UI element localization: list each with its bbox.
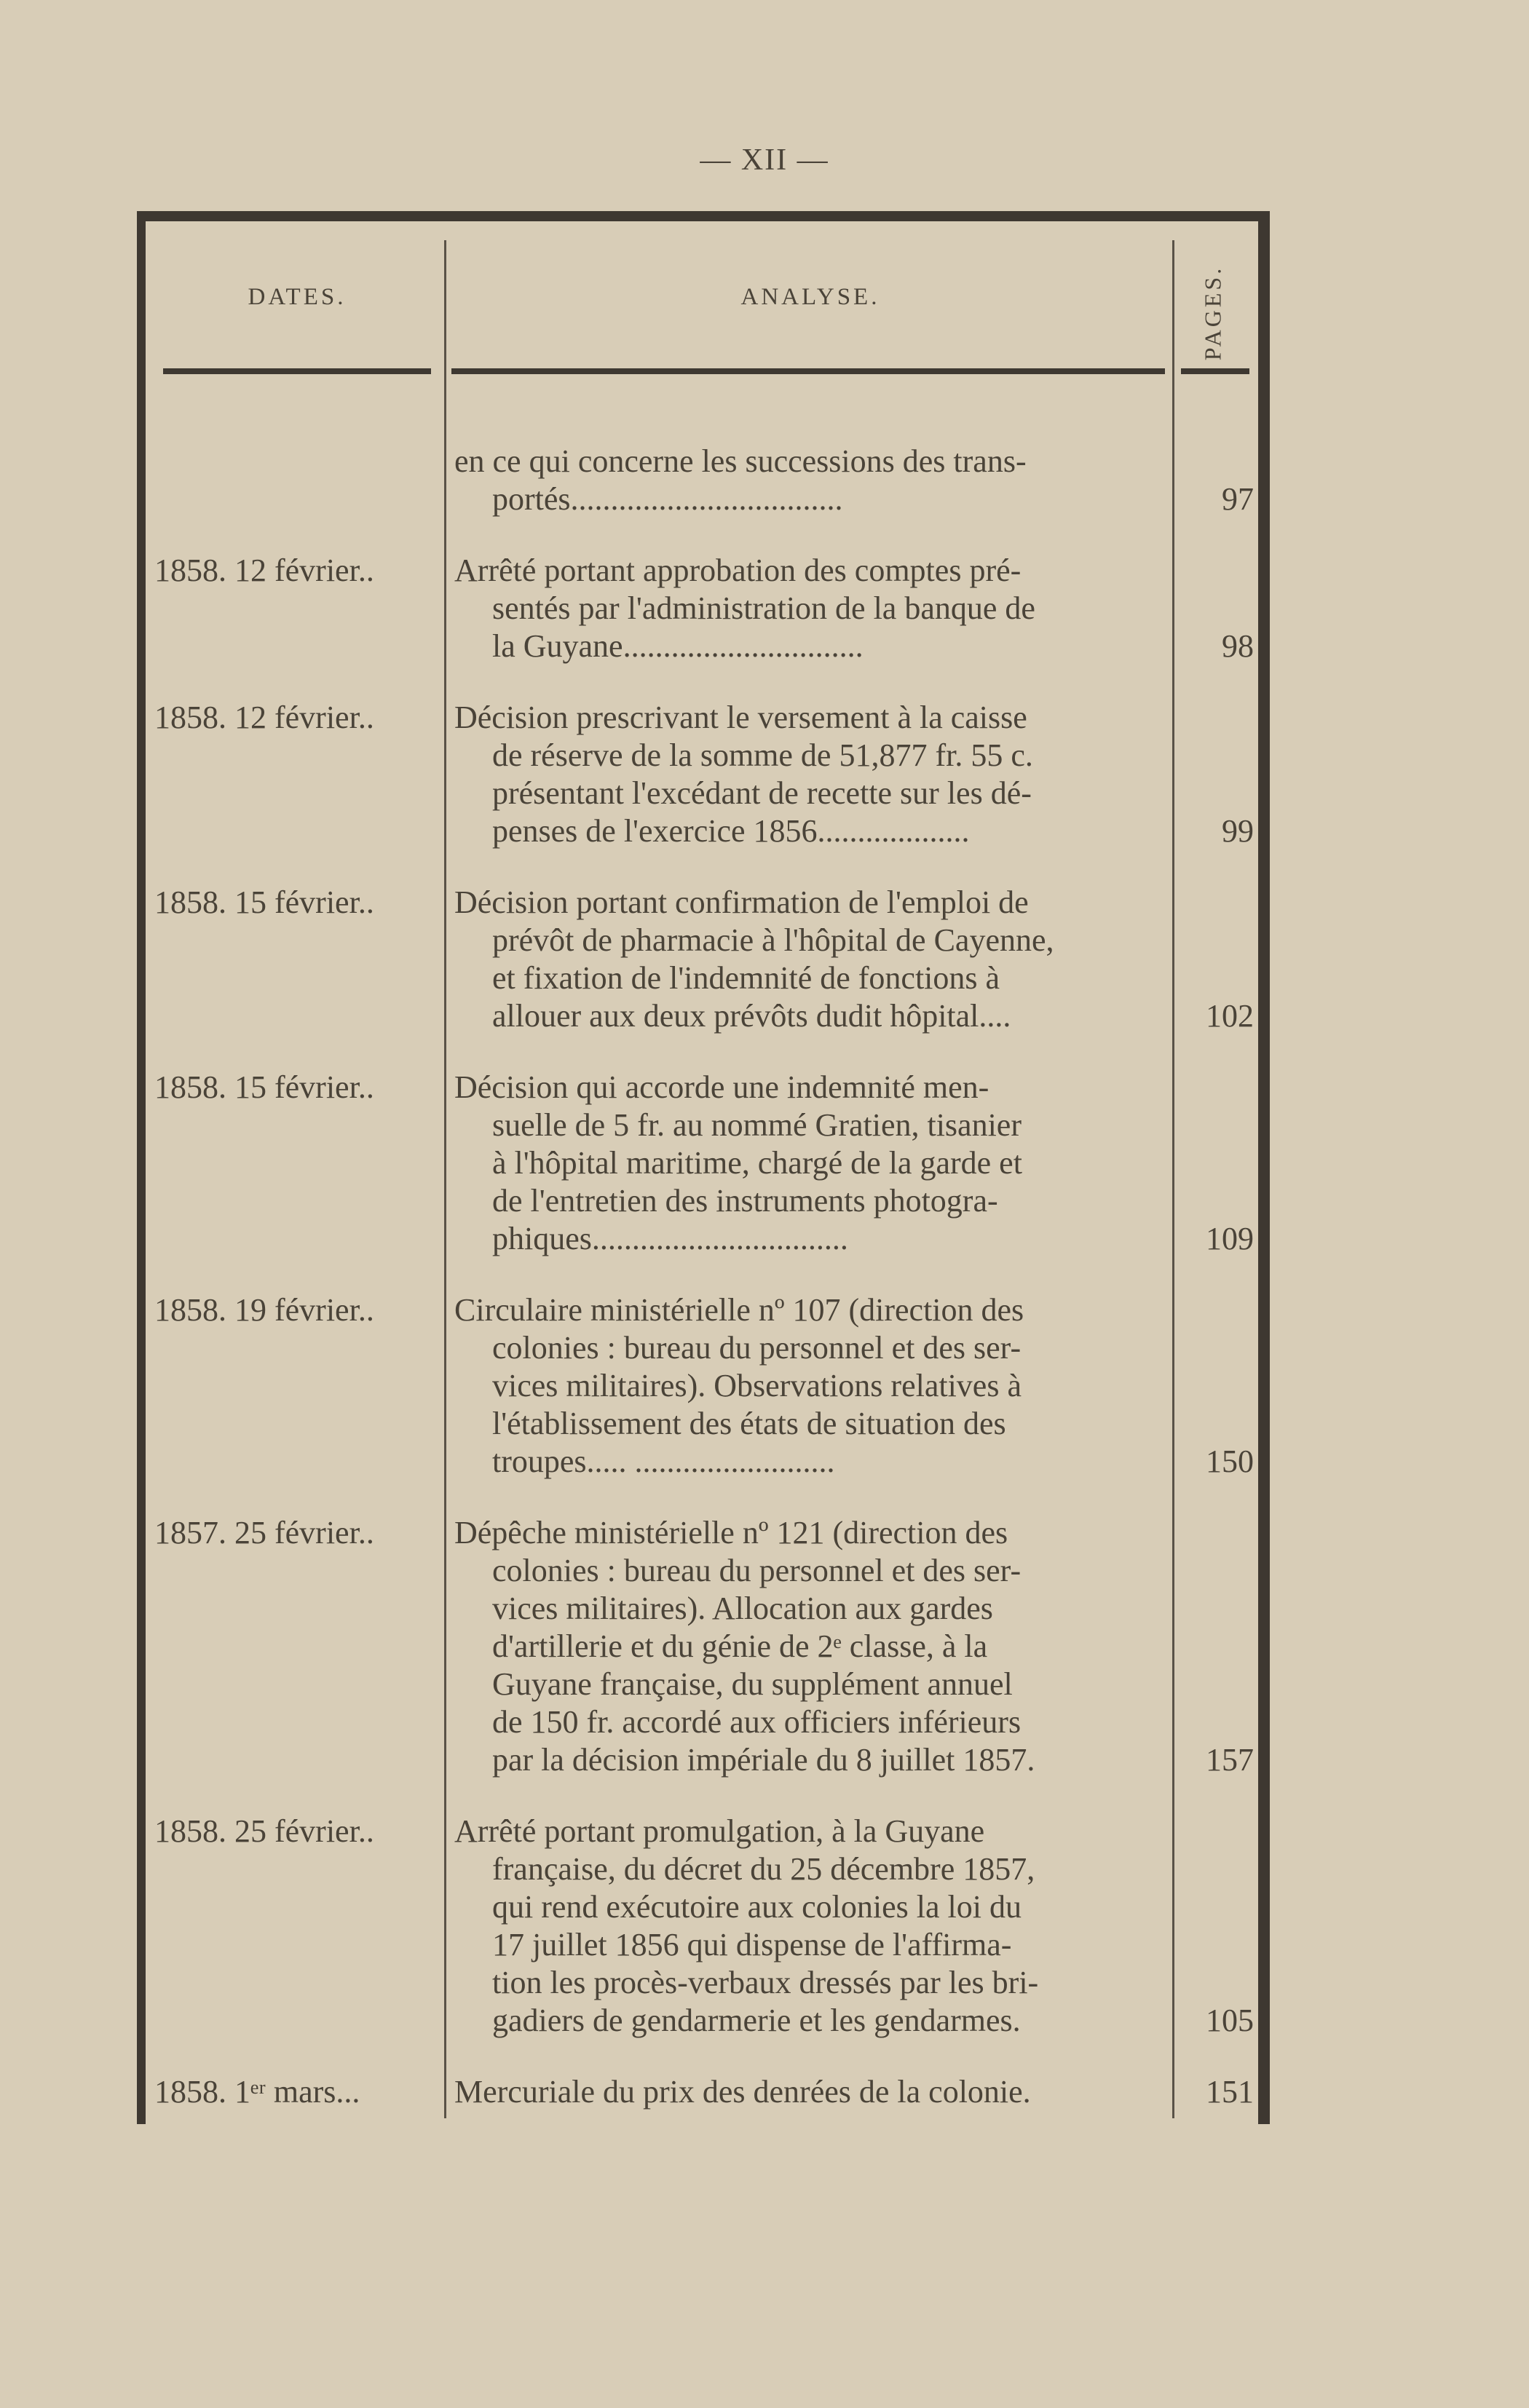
entry-page-number: 151 bbox=[1206, 2074, 1254, 2110]
entry-page-number: 98 bbox=[1222, 628, 1254, 664]
entry-analysis bbox=[454, 884, 1161, 1035]
entry-analysis bbox=[454, 1291, 1161, 1481]
entry-date: 1858. 25 février.. bbox=[154, 1813, 374, 1849]
entry-date: 1858. 12 février.. bbox=[154, 700, 374, 735]
entry-analysis-line: vices militaires). Observations relatives à bbox=[492, 1368, 1022, 1403]
entry-analysis bbox=[454, 2073, 1161, 2111]
entry-date: 1858. 19 février.. bbox=[154, 1292, 374, 1328]
entry-analysis-line: penses de l'exercice 1856................... bbox=[492, 813, 970, 849]
index-table bbox=[137, 211, 1270, 2124]
entry-analysis-line: colonies : bureau du personnel et des ser- bbox=[492, 1330, 1022, 1366]
entry-analysis-line: et fixation de l'indemnité de fonctions à bbox=[492, 960, 1000, 996]
entry-analysis-line: portés.................................. bbox=[492, 481, 843, 517]
entry-page-number: 102 bbox=[1206, 998, 1254, 1034]
entry-analysis-line: gadiers de gendarmerie et les gendarmes. bbox=[492, 2003, 1021, 2038]
entry-page-number: 157 bbox=[1206, 1742, 1254, 1778]
entry-date: 1858. 1ᵉʳ mars... bbox=[154, 2074, 360, 2110]
column-separator-pages bbox=[1172, 240, 1174, 2118]
entry-analysis bbox=[454, 699, 1161, 850]
entry-analysis-line: en ce qui concerne les successions des trans- bbox=[454, 443, 1027, 479]
entry-analysis-line: de 150 fr. accordé aux officiers inférieurs bbox=[492, 1704, 1022, 1740]
entry-analysis-line: sentés par l'administration de la banque de bbox=[492, 590, 1035, 626]
entry-analysis-line: Décision portant confirmation de l'emploi de bbox=[454, 884, 1029, 920]
entry-analysis-line: phiques................................ bbox=[492, 1221, 848, 1256]
entry-analysis-line: Mercuriale du prix des denrées de la colonie. bbox=[454, 2074, 1031, 2110]
page-number: — XII — bbox=[700, 143, 829, 177]
entry-analysis-line: à l'hôpital maritime, chargé de la garde et bbox=[492, 1145, 1022, 1181]
entry-analysis-line: l'établissement des états de situation des bbox=[492, 1406, 1006, 1441]
table-left-rule bbox=[137, 211, 146, 2124]
entry-date: 1857. 25 février.. bbox=[154, 1515, 374, 1550]
entry-analysis bbox=[454, 1069, 1161, 1258]
column-header-dates: DATES. bbox=[248, 284, 347, 310]
entry-page-number: 99 bbox=[1222, 813, 1254, 849]
entry-analysis-line: tion les procès-verbaux dressés par les bri- bbox=[492, 1965, 1039, 2000]
entry-analysis bbox=[454, 443, 1161, 518]
entry-analysis-line: vices militaires). Allocation aux gardes bbox=[492, 1591, 993, 1626]
entry-date: 1858. 12 février.. bbox=[154, 553, 374, 588]
entry-analysis-line: troupes..... ......................... bbox=[492, 1443, 835, 1479]
column-header-analyse: ANALYSE. bbox=[740, 284, 880, 310]
header-rule-dates bbox=[163, 368, 431, 374]
entry-analysis-line: Décision qui accorde une indemnité men- bbox=[454, 1069, 989, 1105]
entry-analysis-line: d'artillerie et du génie de 2ᵉ classe, à la bbox=[492, 1628, 988, 1664]
entry-analysis bbox=[454, 1813, 1161, 2040]
entry-page-number: 105 bbox=[1206, 2003, 1254, 2038]
entry-analysis-line: Arrêté portant promulgation, à la Guyane bbox=[454, 1813, 985, 1849]
table-top-rule bbox=[137, 211, 1270, 221]
entry-analysis-line: allouer aux deux prévôts dudit hôpital.... bbox=[492, 998, 1011, 1034]
entry-analysis-line: Arrêté portant approbation des comptes pré- bbox=[454, 553, 1022, 588]
entry-page-number: 150 bbox=[1206, 1443, 1254, 1479]
entry-analysis-line: par la décision impériale du 8 juillet 1857. bbox=[492, 1742, 1035, 1778]
entry-date: 1858. 15 février.. bbox=[154, 884, 374, 920]
entry-analysis-line: présentant l'excédant de recette sur les dé- bbox=[492, 775, 1032, 811]
entry-analysis-line: suelle de 5 fr. au nommé Gratien, tisanier bbox=[492, 1107, 1022, 1143]
entry-page-number: 109 bbox=[1206, 1221, 1254, 1256]
entry-date: 1858. 15 février.. bbox=[154, 1069, 374, 1105]
header-rule-pages bbox=[1181, 368, 1249, 374]
column-header-pages-label: PAGES. bbox=[1199, 265, 1226, 361]
entry-analysis-line: colonies : bureau du personnel et des ser- bbox=[492, 1553, 1022, 1588]
entry-analysis-line: française, du décret du 25 décembre 1857, bbox=[492, 1851, 1035, 1887]
entry-analysis-line: Circulaire ministérielle nº 107 (direction des bbox=[454, 1292, 1024, 1328]
entry-analysis-line: Dépêche ministérielle nº 121 (direction des bbox=[454, 1515, 1008, 1550]
entry-analysis bbox=[454, 552, 1161, 665]
entry-analysis-line: Décision prescrivant le versement à la caisse bbox=[454, 700, 1027, 735]
entry-page-number: 97 bbox=[1222, 481, 1254, 517]
entry-analysis-line: Guyane française, du supplément annuel bbox=[492, 1666, 1013, 1702]
entry-analysis-line: de l'entretien des instruments photogra- bbox=[492, 1183, 998, 1219]
header-rule-analyse bbox=[451, 368, 1165, 374]
entry-analysis-line: prévôt de pharmacie à l'hôpital de Cayenne, bbox=[492, 922, 1054, 958]
entry-analysis bbox=[454, 1514, 1161, 1779]
entry-analysis-line: qui rend exécutoire aux colonies la loi du bbox=[492, 1889, 1022, 1925]
entry-analysis-line: 17 juillet 1856 qui dispense de l'affirma- bbox=[492, 1927, 1012, 1963]
table-right-rule bbox=[1258, 211, 1270, 2124]
entry-analysis-line: la Guyane.............................. bbox=[492, 628, 864, 664]
column-header-pages bbox=[1177, 255, 1249, 371]
entry-analysis-line: de réserve de la somme de 51,877 fr. 55 c. bbox=[492, 737, 1033, 773]
